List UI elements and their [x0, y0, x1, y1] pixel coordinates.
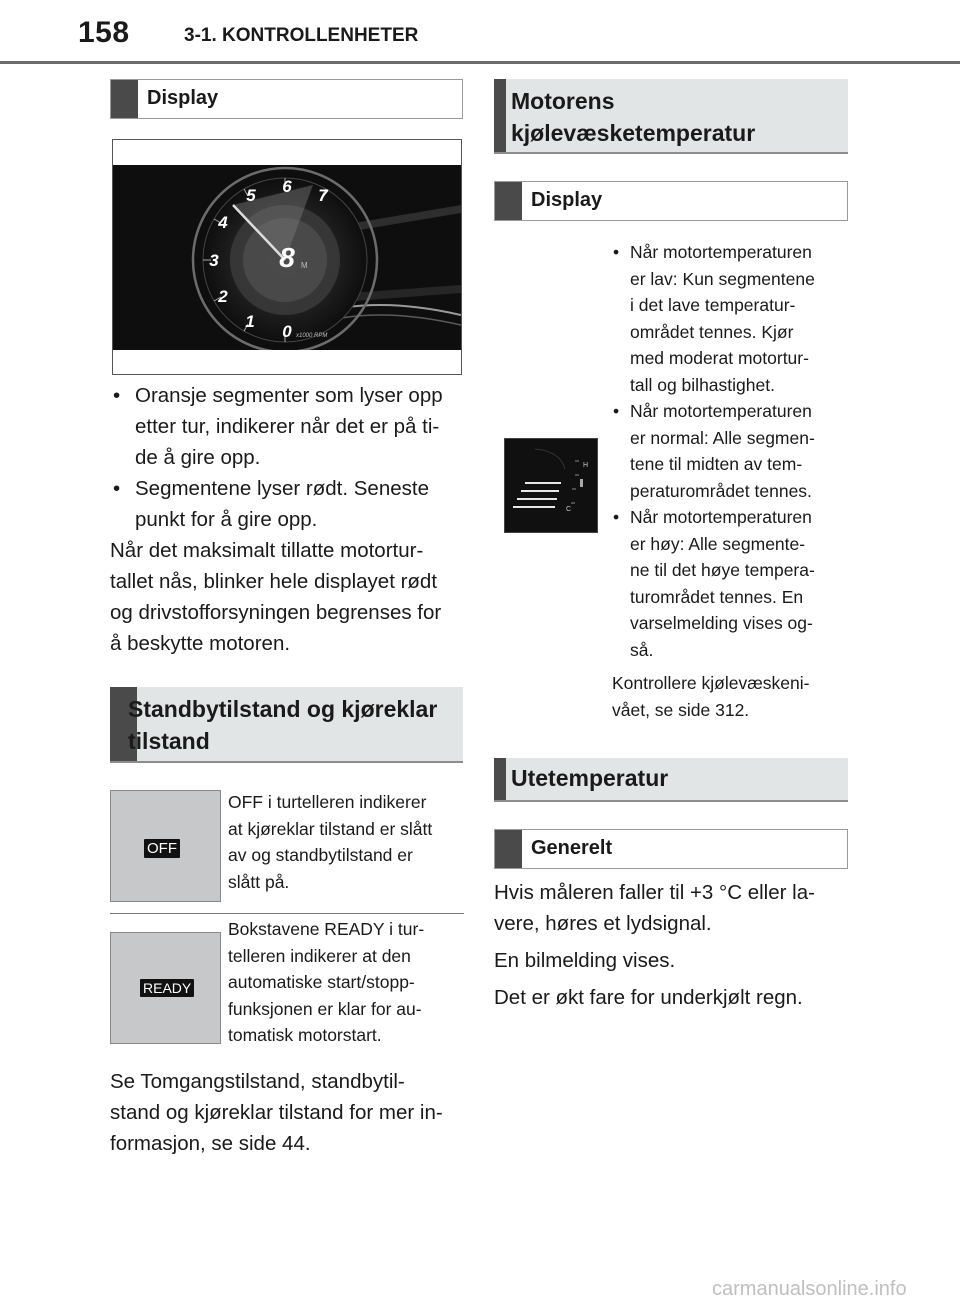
- bullet-line: turområdet tennes. En: [630, 586, 804, 607]
- heading-bar: [494, 79, 506, 152]
- outside-temperature-heading-label: Utetemperatur: [511, 765, 669, 791]
- heading-line: kjølevæsketemperatur: [511, 120, 756, 146]
- general-heading: [494, 829, 848, 869]
- list-item: [613, 239, 849, 398]
- note-line: vået, se side 312.: [612, 699, 750, 720]
- heading-bar: [494, 758, 506, 800]
- paragraph-line: Når det maksimalt tillatte motortur-: [110, 539, 424, 562]
- gear-mode: M: [301, 261, 308, 270]
- temp-high-label: H: [583, 462, 589, 469]
- display-heading: [110, 79, 463, 119]
- ready-indicator-label: READY: [140, 979, 194, 997]
- temperature-bullet-list: [613, 239, 849, 663]
- tach-digit-5: 5: [246, 186, 256, 205]
- bullet-line: ne til det høye tempera-: [630, 560, 815, 580]
- bullet-dot: •: [113, 384, 121, 407]
- off-indicator-label: OFF: [144, 839, 180, 858]
- bullet-line: tene til midten av tem-: [630, 454, 803, 474]
- description-line: at kjøreklar tilstand er slått: [228, 818, 433, 839]
- tach-digit-3: 3: [209, 251, 219, 270]
- bullet-line: Når motortemperaturen: [630, 507, 812, 527]
- paragraph: [494, 877, 864, 939]
- display-heading-label: Display: [147, 87, 219, 109]
- bullet-line: er lav: Kun segmentene: [630, 268, 815, 289]
- row-divider: [110, 913, 464, 914]
- list-item: [613, 398, 849, 504]
- tachometer-display: [113, 165, 461, 350]
- heading-bar: [111, 80, 138, 118]
- chapter-title: 3-1. KONTROLLENHETER: [184, 25, 419, 46]
- tachometer-graphic: [113, 165, 461, 350]
- rpm-limit-paragraph: [110, 535, 470, 659]
- temperature-gauge-image: [504, 438, 598, 533]
- header-rule: [0, 61, 960, 64]
- description-line: av og standbytilstand er: [228, 845, 413, 865]
- tach-digit-6: 6: [282, 177, 292, 196]
- heading-line: Standbytilstand og kjøreklar: [128, 696, 438, 722]
- description-line: Bokstavene READY i tur-: [228, 919, 425, 939]
- list-item: [113, 473, 465, 535]
- off-indicator-image: [110, 790, 221, 902]
- bullet-line: er høy: Alle segmente-: [630, 533, 806, 554]
- note-line: Kontrollere kjølevæskeni-: [612, 673, 810, 693]
- heading-line: tilstand: [128, 728, 210, 754]
- paragraph-line: og drivstofforsyningen begrenses for: [110, 601, 442, 624]
- bullet-line: i det lave temperatur-: [630, 295, 796, 315]
- bullet-dot: •: [613, 401, 620, 421]
- general-heading-label: Generelt: [531, 837, 613, 859]
- bullet-line: Oransje segmenter som lyser opp: [135, 384, 443, 407]
- bullet-dot: •: [613, 507, 620, 527]
- paragraph-line: Det er økt fare for underkjølt regn.: [494, 986, 803, 1009]
- rpm-unit: x1000 RPM: [296, 333, 328, 339]
- description-line: automatiske start/stopp-: [228, 972, 415, 992]
- gear-indicator: 8: [279, 242, 295, 273]
- standby-heading: [110, 687, 463, 763]
- bullet-line: de å gire opp.: [135, 446, 261, 469]
- bullet-line: etter tur, indikerer når det er på ti-: [135, 415, 440, 438]
- bullet-line: peraturområdet tennes.: [630, 480, 812, 501]
- tach-digit-7: 7: [318, 186, 328, 205]
- temp-low-label: C: [566, 506, 572, 513]
- tach-digit-4: 4: [218, 213, 228, 232]
- bullet-line: med moderat motortur-: [630, 348, 809, 368]
- tach-digit-2: 2: [218, 287, 228, 306]
- coolant-heading-label: [511, 85, 755, 149]
- paragraph-line: Hvis måleren faller til +3 °C eller la-: [494, 881, 815, 904]
- paragraph-line: Se Tomgangstilstand, standbytil-: [110, 1070, 405, 1093]
- paragraph-line: En bilmelding vises.: [494, 949, 676, 972]
- tach-digit-1: 1: [245, 312, 255, 331]
- idle-state-paragraph: [110, 1066, 470, 1159]
- outside-temperature-heading: [494, 758, 848, 802]
- bullet-line: Segmentene lyser rødt. Seneste: [135, 477, 429, 500]
- bullet-line: så.: [630, 639, 654, 660]
- outside-temperature-text: [494, 877, 864, 1013]
- paragraph: [494, 945, 864, 976]
- coolant-display-heading-label: Display: [531, 189, 603, 211]
- coolant-heading: [494, 79, 848, 154]
- standby-heading-label: [128, 693, 437, 757]
- description-line: funksjonen er klar for au-: [228, 998, 422, 1019]
- ready-indicator-image: [110, 932, 221, 1044]
- watermark: carmanualsonline.info: [712, 1278, 907, 1300]
- left-bullet-list: [113, 380, 465, 535]
- bullet-line: Når motortemperaturen: [630, 401, 812, 421]
- paragraph-line: vere, høres et lydsignal.: [494, 912, 712, 935]
- bullet-dot: •: [613, 242, 620, 262]
- paragraph: [494, 982, 864, 1013]
- ready-description: [228, 916, 464, 1049]
- off-description: [228, 789, 464, 895]
- page-number: 158: [78, 16, 130, 49]
- coolant-level-note: [612, 670, 848, 723]
- temperature-gauge-graphic: [505, 439, 597, 532]
- paragraph-line: formasjon, se side 44.: [110, 1132, 311, 1155]
- bullet-line: er normal: Alle segmen-: [630, 427, 815, 448]
- list-item: [113, 380, 465, 473]
- tachometer-image: [112, 139, 462, 375]
- description-line: OFF i turtelleren indikerer: [228, 792, 427, 812]
- bullet-line: punkt for å gire opp.: [135, 508, 318, 531]
- paragraph-line: tallet nås, blinker hele displayet rødt: [110, 570, 438, 593]
- description-line: slått på.: [228, 871, 290, 892]
- paragraph-line: stand og kjøreklar tilstand for mer in-: [110, 1101, 443, 1124]
- description-line: telleren indikerer at den: [228, 945, 411, 966]
- coolant-display-heading: [494, 181, 848, 221]
- bullet-line: området tennes. Kjør: [630, 321, 794, 342]
- heading-bar: [495, 182, 522, 220]
- description-line: tomatisk motorstart.: [228, 1025, 382, 1045]
- bullet-dot: •: [113, 477, 121, 500]
- tach-digit-0: 0: [282, 322, 292, 341]
- heading-line: Motorens: [511, 88, 615, 114]
- heading-bar: [495, 830, 522, 868]
- list-item: [613, 504, 849, 663]
- bullet-line: varselmelding vises og-: [630, 613, 813, 633]
- bullet-line: Når motortemperaturen: [630, 242, 812, 262]
- paragraph-line: å beskytte motoren.: [110, 632, 291, 655]
- bullet-line: tall og bilhastighet.: [630, 374, 775, 395]
